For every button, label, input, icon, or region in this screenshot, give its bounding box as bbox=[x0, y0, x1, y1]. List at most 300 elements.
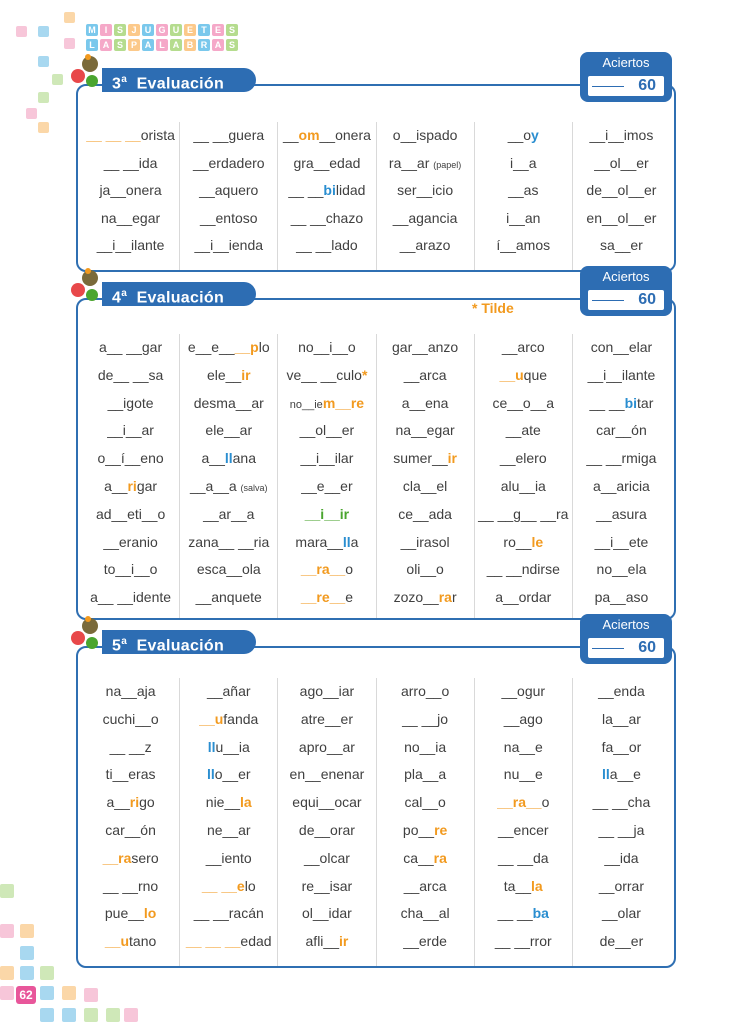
word-segment: ve__ __culo bbox=[286, 366, 362, 383]
word-segment: o__er bbox=[214, 766, 251, 783]
fill-in-word[interactable] bbox=[278, 390, 375, 418]
fill-in-word[interactable] bbox=[278, 205, 375, 233]
logo-letter: U bbox=[142, 24, 154, 36]
fill-in-word[interactable] bbox=[377, 501, 474, 529]
word-segment: no__ia bbox=[404, 738, 447, 755]
word-segment: r bbox=[451, 589, 457, 606]
word-segment: o bbox=[345, 561, 354, 578]
fill-in-word[interactable] bbox=[475, 789, 572, 817]
word-segment: __enda bbox=[598, 683, 645, 699]
fill-in-word[interactable] bbox=[82, 845, 179, 873]
fill-in-word[interactable] bbox=[573, 232, 670, 260]
word-segment: __aquero bbox=[199, 182, 259, 198]
fill-in-word[interactable] bbox=[573, 445, 670, 473]
fill-in-word[interactable] bbox=[180, 706, 277, 734]
fill-in-word[interactable] bbox=[475, 473, 572, 501]
fill-in-word[interactable] bbox=[475, 900, 572, 928]
fill-in-word[interactable] bbox=[573, 501, 670, 529]
fill-in-word[interactable] bbox=[82, 501, 179, 529]
fill-in-word[interactable] bbox=[278, 122, 375, 150]
word-segment: __arazo bbox=[399, 237, 451, 253]
deco-square bbox=[84, 988, 98, 1002]
word-segment: __ __ bbox=[589, 394, 625, 411]
fill-in-word[interactable] bbox=[475, 873, 572, 901]
fill-in-word[interactable] bbox=[180, 761, 277, 789]
fill-in-word[interactable] bbox=[573, 761, 670, 789]
fill-in-word[interactable] bbox=[573, 678, 670, 706]
fill-in-word[interactable] bbox=[475, 334, 572, 362]
fill-in-word[interactable] bbox=[573, 556, 670, 584]
word-segment: (salva) bbox=[240, 482, 268, 493]
word-segment: ne__ar bbox=[206, 821, 251, 838]
word-segment: po__ bbox=[402, 821, 435, 838]
score-total: 60 bbox=[638, 639, 656, 656]
fill-in-word[interactable] bbox=[278, 501, 375, 529]
fill-in-word[interactable] bbox=[377, 928, 474, 956]
fill-in-word[interactable] bbox=[180, 150, 277, 178]
word-segment: __ra__ bbox=[497, 794, 542, 811]
score-total: 60 bbox=[638, 77, 656, 94]
word-segment: pue__ bbox=[104, 905, 144, 922]
word-segment: a__ordar bbox=[495, 589, 552, 606]
word-segment: __ __ida bbox=[103, 154, 158, 171]
fill-in-word[interactable] bbox=[377, 417, 474, 445]
word-segment: __ __z bbox=[109, 738, 152, 755]
word-segment: cha__al bbox=[400, 905, 450, 922]
fill-in-word[interactable] bbox=[475, 584, 572, 612]
fill-in-word[interactable] bbox=[180, 900, 277, 928]
fill-in-word[interactable] bbox=[278, 417, 375, 445]
word-segment: ser__icio bbox=[397, 182, 454, 198]
word-segment: mara__ bbox=[295, 533, 343, 550]
word-column bbox=[180, 122, 278, 270]
fill-in-word[interactable] bbox=[180, 417, 277, 445]
word-segment: __entoso bbox=[199, 209, 258, 226]
word-column bbox=[180, 334, 278, 618]
fill-in-word[interactable] bbox=[278, 706, 375, 734]
deco-square bbox=[20, 946, 34, 960]
fill-in-word[interactable] bbox=[82, 390, 179, 418]
score-field[interactable] bbox=[588, 76, 664, 96]
fill-in-word[interactable] bbox=[278, 900, 375, 928]
fill-in-word[interactable] bbox=[278, 845, 375, 873]
fill-in-word[interactable] bbox=[180, 473, 277, 501]
fill-in-word[interactable] bbox=[377, 205, 474, 233]
logo-letter: G bbox=[156, 24, 168, 36]
word-segment: __iento bbox=[205, 849, 252, 866]
word-segment: __ __rno bbox=[102, 877, 159, 894]
fill-in-word[interactable] bbox=[475, 362, 572, 390]
fill-in-word[interactable] bbox=[180, 529, 277, 557]
fill-in-word[interactable] bbox=[278, 556, 375, 584]
word-segment: (papel) bbox=[433, 159, 462, 170]
section-title: 4$^a$ Evaluación bbox=[102, 282, 256, 306]
fill-in-word[interactable] bbox=[82, 817, 179, 845]
word-segment: __olcar bbox=[303, 849, 350, 866]
word-segment: ago__iar bbox=[299, 683, 355, 699]
word-segment: __ __chazo bbox=[290, 209, 364, 226]
word-segment: zana__ __ria bbox=[188, 533, 270, 550]
fill-in-word[interactable] bbox=[82, 445, 179, 473]
fill-in-word[interactable] bbox=[180, 584, 277, 612]
fill-in-word[interactable] bbox=[377, 177, 474, 205]
word-column bbox=[278, 678, 376, 966]
fill-in-word[interactable] bbox=[82, 122, 179, 150]
fill-in-word[interactable] bbox=[180, 501, 277, 529]
word-segment: ir bbox=[338, 933, 349, 950]
fill-in-word[interactable] bbox=[573, 473, 670, 501]
word-column bbox=[278, 122, 376, 270]
word-segment: car__ón bbox=[596, 422, 647, 439]
word-segment: __i__ilante bbox=[96, 237, 165, 253]
fill-in-word[interactable] bbox=[278, 761, 375, 789]
fill-in-word[interactable] bbox=[377, 678, 474, 706]
word-segment: equi__ocar bbox=[292, 794, 362, 811]
fill-in-word[interactable] bbox=[278, 334, 375, 362]
word-segment: m__re bbox=[322, 394, 365, 411]
word-segment: lo bbox=[143, 905, 157, 922]
word-segment: i__an bbox=[506, 209, 541, 226]
fill-in-word[interactable] bbox=[82, 529, 179, 557]
fill-in-word[interactable] bbox=[475, 150, 572, 178]
fill-in-word[interactable] bbox=[180, 817, 277, 845]
word-segment: __p bbox=[234, 339, 259, 355]
page-number: 62 bbox=[16, 986, 36, 1004]
evaluation-section-4 bbox=[76, 269, 674, 620]
fill-in-word[interactable] bbox=[278, 445, 375, 473]
fill-in-word[interactable] bbox=[475, 706, 572, 734]
fill-in-word[interactable] bbox=[278, 928, 375, 956]
word-segment: ri bbox=[127, 477, 137, 494]
deco-square bbox=[62, 1008, 76, 1022]
fill-in-word[interactable] bbox=[573, 122, 670, 150]
word-segment: sero bbox=[131, 849, 159, 866]
fill-in-word[interactable] bbox=[180, 789, 277, 817]
fill-in-word[interactable] bbox=[475, 417, 572, 445]
fill-in-word[interactable] bbox=[180, 334, 277, 362]
fill-in-word[interactable] bbox=[180, 390, 277, 418]
word-segment: edad bbox=[240, 933, 272, 950]
word-segment: ra__ar bbox=[388, 154, 434, 171]
fill-in-word[interactable] bbox=[377, 232, 474, 260]
fill-in-word[interactable] bbox=[278, 529, 375, 557]
word-segment: na__egar bbox=[395, 422, 455, 439]
word-segment: í__amos bbox=[496, 237, 551, 253]
fill-in-word[interactable] bbox=[475, 232, 572, 260]
word-segment: __ __ __ bbox=[185, 933, 241, 950]
word-segment: om bbox=[298, 127, 320, 143]
word-segment: esca__ola bbox=[196, 561, 261, 578]
fill-in-word[interactable] bbox=[573, 150, 670, 178]
tilde-note: * Tilde bbox=[472, 300, 514, 316]
logo-row bbox=[86, 39, 254, 51]
fill-in-word[interactable] bbox=[573, 529, 670, 557]
word-segment: __u bbox=[199, 710, 224, 727]
fill-in-word[interactable] bbox=[82, 706, 179, 734]
logo-letter: A bbox=[212, 39, 224, 51]
fill-in-word[interactable] bbox=[278, 789, 375, 817]
fill-in-word[interactable] bbox=[377, 761, 474, 789]
word-segment: bi bbox=[624, 394, 638, 411]
fill-in-word[interactable] bbox=[278, 232, 375, 260]
fill-in-word[interactable] bbox=[82, 789, 179, 817]
word-segment: zozo__ bbox=[393, 589, 439, 606]
fill-in-word[interactable] bbox=[278, 362, 375, 390]
fill-in-word[interactable] bbox=[475, 390, 572, 418]
fill-in-word[interactable] bbox=[475, 678, 572, 706]
fill-in-word[interactable] bbox=[377, 900, 474, 928]
fill-in-word[interactable] bbox=[278, 873, 375, 901]
word-segment: nu__e bbox=[503, 766, 543, 783]
word-segment: __arco bbox=[501, 339, 545, 355]
fill-in-word[interactable] bbox=[377, 122, 474, 150]
fill-in-word[interactable] bbox=[377, 817, 474, 845]
word-segment: __ __da bbox=[497, 849, 549, 866]
word-segment: ri bbox=[129, 794, 140, 811]
fill-in-word[interactable] bbox=[278, 177, 375, 205]
score-label: Aciertos bbox=[602, 617, 650, 632]
word-segment: ll bbox=[342, 533, 351, 550]
word-segment: __orrar bbox=[598, 877, 645, 894]
deco-square bbox=[20, 966, 34, 980]
word-segment: oli__o bbox=[406, 561, 444, 578]
word-segment: ll bbox=[224, 450, 233, 467]
puzzle-icon bbox=[68, 268, 102, 304]
word-segment: __agancia bbox=[392, 209, 458, 226]
fill-in-word[interactable] bbox=[180, 734, 277, 762]
fill-in-word[interactable] bbox=[475, 529, 572, 557]
word-segment: __encer bbox=[497, 821, 549, 838]
word-segment: __eranio bbox=[103, 533, 158, 550]
fill-in-word[interactable] bbox=[278, 150, 375, 178]
fill-in-word[interactable] bbox=[377, 706, 474, 734]
word-column bbox=[475, 334, 573, 618]
fill-in-word[interactable] bbox=[475, 845, 572, 873]
fill-in-word[interactable] bbox=[475, 501, 572, 529]
logo-row bbox=[86, 24, 254, 36]
fill-in-word[interactable] bbox=[377, 556, 474, 584]
fill-in-word[interactable] bbox=[180, 873, 277, 901]
fill-in-word[interactable] bbox=[377, 789, 474, 817]
word-segment: ce__ada bbox=[398, 505, 452, 522]
word-column bbox=[82, 334, 180, 618]
deco-square bbox=[38, 26, 49, 37]
fill-in-word[interactable] bbox=[278, 678, 375, 706]
fill-in-word[interactable] bbox=[82, 473, 179, 501]
fill-in-word[interactable] bbox=[573, 177, 670, 205]
word-segment: afli__ bbox=[305, 933, 339, 950]
fill-in-word[interactable] bbox=[475, 556, 572, 584]
fill-in-word[interactable] bbox=[82, 205, 179, 233]
word-segment: __ago bbox=[503, 710, 543, 727]
section-title: 5$^a$ Evaluación bbox=[102, 630, 256, 654]
score-box bbox=[580, 614, 672, 664]
word-segment: __ __ bbox=[497, 905, 533, 922]
score-label: Aciertos bbox=[602, 269, 650, 284]
fill-in-word[interactable] bbox=[475, 928, 572, 956]
fill-in-word[interactable] bbox=[278, 473, 375, 501]
fill-in-word[interactable] bbox=[475, 122, 572, 150]
fill-in-word[interactable] bbox=[377, 473, 474, 501]
fill-in-word[interactable] bbox=[82, 362, 179, 390]
fill-in-word[interactable] bbox=[82, 761, 179, 789]
word-segment: __i__imos bbox=[589, 127, 654, 143]
word-segment: ja__onera bbox=[99, 182, 162, 198]
fill-in-word[interactable] bbox=[82, 734, 179, 762]
fill-in-word[interactable] bbox=[377, 584, 474, 612]
logo-letter: S bbox=[226, 24, 238, 36]
fill-in-word[interactable] bbox=[377, 873, 474, 901]
fill-in-word[interactable] bbox=[573, 334, 670, 362]
word-segment: __ __lado bbox=[296, 237, 358, 253]
fill-in-word[interactable] bbox=[573, 584, 670, 612]
fill-in-word[interactable] bbox=[82, 177, 179, 205]
fill-in-word[interactable] bbox=[180, 177, 277, 205]
fill-in-word[interactable] bbox=[82, 678, 179, 706]
fill-in-word[interactable] bbox=[573, 734, 670, 762]
logo-letter: R bbox=[198, 39, 210, 51]
word-segment: na__e bbox=[503, 738, 543, 755]
score-field[interactable] bbox=[588, 290, 664, 310]
word-segment: orista bbox=[140, 127, 175, 143]
fill-in-word[interactable] bbox=[180, 445, 277, 473]
word-segment: fanda bbox=[223, 710, 259, 727]
word-segment: re__isar bbox=[301, 877, 353, 894]
word-segment: a__ bbox=[106, 794, 130, 811]
word-segment: i__a bbox=[510, 154, 537, 171]
word-grid bbox=[82, 334, 670, 618]
fill-in-word[interactable] bbox=[573, 900, 670, 928]
word-segment: __elero bbox=[499, 450, 547, 467]
fill-in-word[interactable] bbox=[475, 734, 572, 762]
fill-in-word[interactable] bbox=[377, 390, 474, 418]
score-field[interactable] bbox=[588, 638, 664, 658]
fill-in-word[interactable] bbox=[573, 928, 670, 956]
fill-in-word[interactable] bbox=[82, 556, 179, 584]
fill-in-word[interactable] bbox=[377, 445, 474, 473]
fill-in-word[interactable] bbox=[377, 150, 474, 178]
word-segment: * bbox=[361, 366, 368, 383]
fill-in-word[interactable] bbox=[278, 817, 375, 845]
word-column bbox=[82, 678, 180, 966]
fill-in-word[interactable] bbox=[475, 205, 572, 233]
deco-square bbox=[0, 884, 14, 898]
fill-in-word[interactable] bbox=[278, 734, 375, 762]
deco-square bbox=[62, 986, 76, 1000]
word-column bbox=[377, 122, 475, 270]
word-segment: __ __rror bbox=[494, 933, 552, 950]
fill-in-word[interactable] bbox=[573, 390, 670, 418]
fill-in-word[interactable] bbox=[573, 706, 670, 734]
word-segment: pla__a bbox=[404, 766, 447, 783]
fill-in-word[interactable] bbox=[475, 177, 572, 205]
fill-in-word[interactable] bbox=[573, 205, 670, 233]
word-segment: apro__ar bbox=[298, 738, 355, 755]
fill-in-word[interactable] bbox=[377, 529, 474, 557]
fill-in-word[interactable] bbox=[180, 678, 277, 706]
deco-square bbox=[40, 986, 54, 1000]
word-segment: tano bbox=[129, 933, 157, 950]
fill-in-word[interactable] bbox=[475, 445, 572, 473]
fill-in-word[interactable] bbox=[82, 873, 179, 901]
word-segment: ti__eras bbox=[105, 766, 156, 783]
word-segment: car__ón bbox=[105, 821, 156, 838]
word-segment: __arca bbox=[403, 877, 447, 894]
fill-in-word[interactable] bbox=[475, 761, 572, 789]
fill-in-word[interactable] bbox=[180, 845, 277, 873]
word-segment: __u bbox=[499, 366, 524, 383]
fill-in-word[interactable] bbox=[573, 789, 670, 817]
deco-square bbox=[0, 986, 14, 1000]
word-segment: __ __rmiga bbox=[586, 450, 657, 467]
fill-in-word[interactable] bbox=[82, 900, 179, 928]
word-segment: __ra__ bbox=[300, 561, 346, 578]
logo-letter: S bbox=[226, 39, 238, 51]
fill-in-word[interactable] bbox=[573, 417, 670, 445]
word-column bbox=[475, 678, 573, 966]
fill-in-word[interactable] bbox=[82, 417, 179, 445]
fill-in-word[interactable] bbox=[377, 734, 474, 762]
fill-in-word[interactable] bbox=[82, 232, 179, 260]
word-segment: ll bbox=[207, 738, 216, 755]
word-segment: con__elar bbox=[590, 339, 653, 355]
word-segment: __o bbox=[507, 127, 532, 143]
puzzle-icon bbox=[68, 54, 102, 90]
fill-in-word[interactable] bbox=[180, 556, 277, 584]
fill-in-word[interactable] bbox=[573, 873, 670, 901]
fill-in-word[interactable] bbox=[377, 362, 474, 390]
word-column bbox=[377, 334, 475, 618]
fill-in-word[interactable] bbox=[278, 584, 375, 612]
word-segment: e bbox=[345, 589, 354, 606]
word-column bbox=[573, 678, 670, 966]
word-segment: gar bbox=[136, 477, 158, 494]
fill-in-word[interactable] bbox=[180, 928, 277, 956]
word-segment: gra__edad bbox=[293, 154, 361, 171]
fill-in-word[interactable] bbox=[82, 150, 179, 178]
word-segment: __ __g__ __ra bbox=[478, 505, 569, 522]
deco-square bbox=[16, 26, 27, 37]
fill-in-word[interactable] bbox=[475, 817, 572, 845]
word-segment: la bbox=[240, 794, 252, 811]
fill-in-word[interactable] bbox=[82, 584, 179, 612]
score-box bbox=[580, 52, 672, 102]
word-segment: ce__o__a bbox=[492, 394, 555, 411]
fill-in-word[interactable] bbox=[82, 928, 179, 956]
word-column bbox=[82, 122, 180, 270]
fill-in-word[interactable] bbox=[180, 362, 277, 390]
word-segment: de__ __sa bbox=[97, 366, 164, 383]
fill-in-word[interactable] bbox=[377, 334, 474, 362]
deco-square bbox=[20, 924, 34, 938]
word-segment: de__ol__er bbox=[586, 182, 657, 198]
word-segment: a__aricia bbox=[593, 477, 650, 494]
fill-in-word[interactable] bbox=[377, 845, 474, 873]
fill-in-word[interactable] bbox=[82, 334, 179, 362]
section-title: 3$^a$ Evaluación bbox=[102, 68, 256, 92]
fill-in-word[interactable] bbox=[573, 362, 670, 390]
word-segment: __e__er bbox=[301, 477, 353, 494]
deco-square bbox=[52, 74, 63, 85]
fill-in-word[interactable] bbox=[180, 122, 277, 150]
logo-letter: S bbox=[114, 24, 126, 36]
fill-in-word[interactable] bbox=[180, 205, 277, 233]
fill-in-word[interactable] bbox=[573, 817, 670, 845]
fill-in-word[interactable] bbox=[180, 232, 277, 260]
word-segment: ra bbox=[433, 849, 447, 866]
fill-in-word[interactable] bbox=[573, 845, 670, 873]
word-segment: __ __ja bbox=[598, 821, 645, 838]
